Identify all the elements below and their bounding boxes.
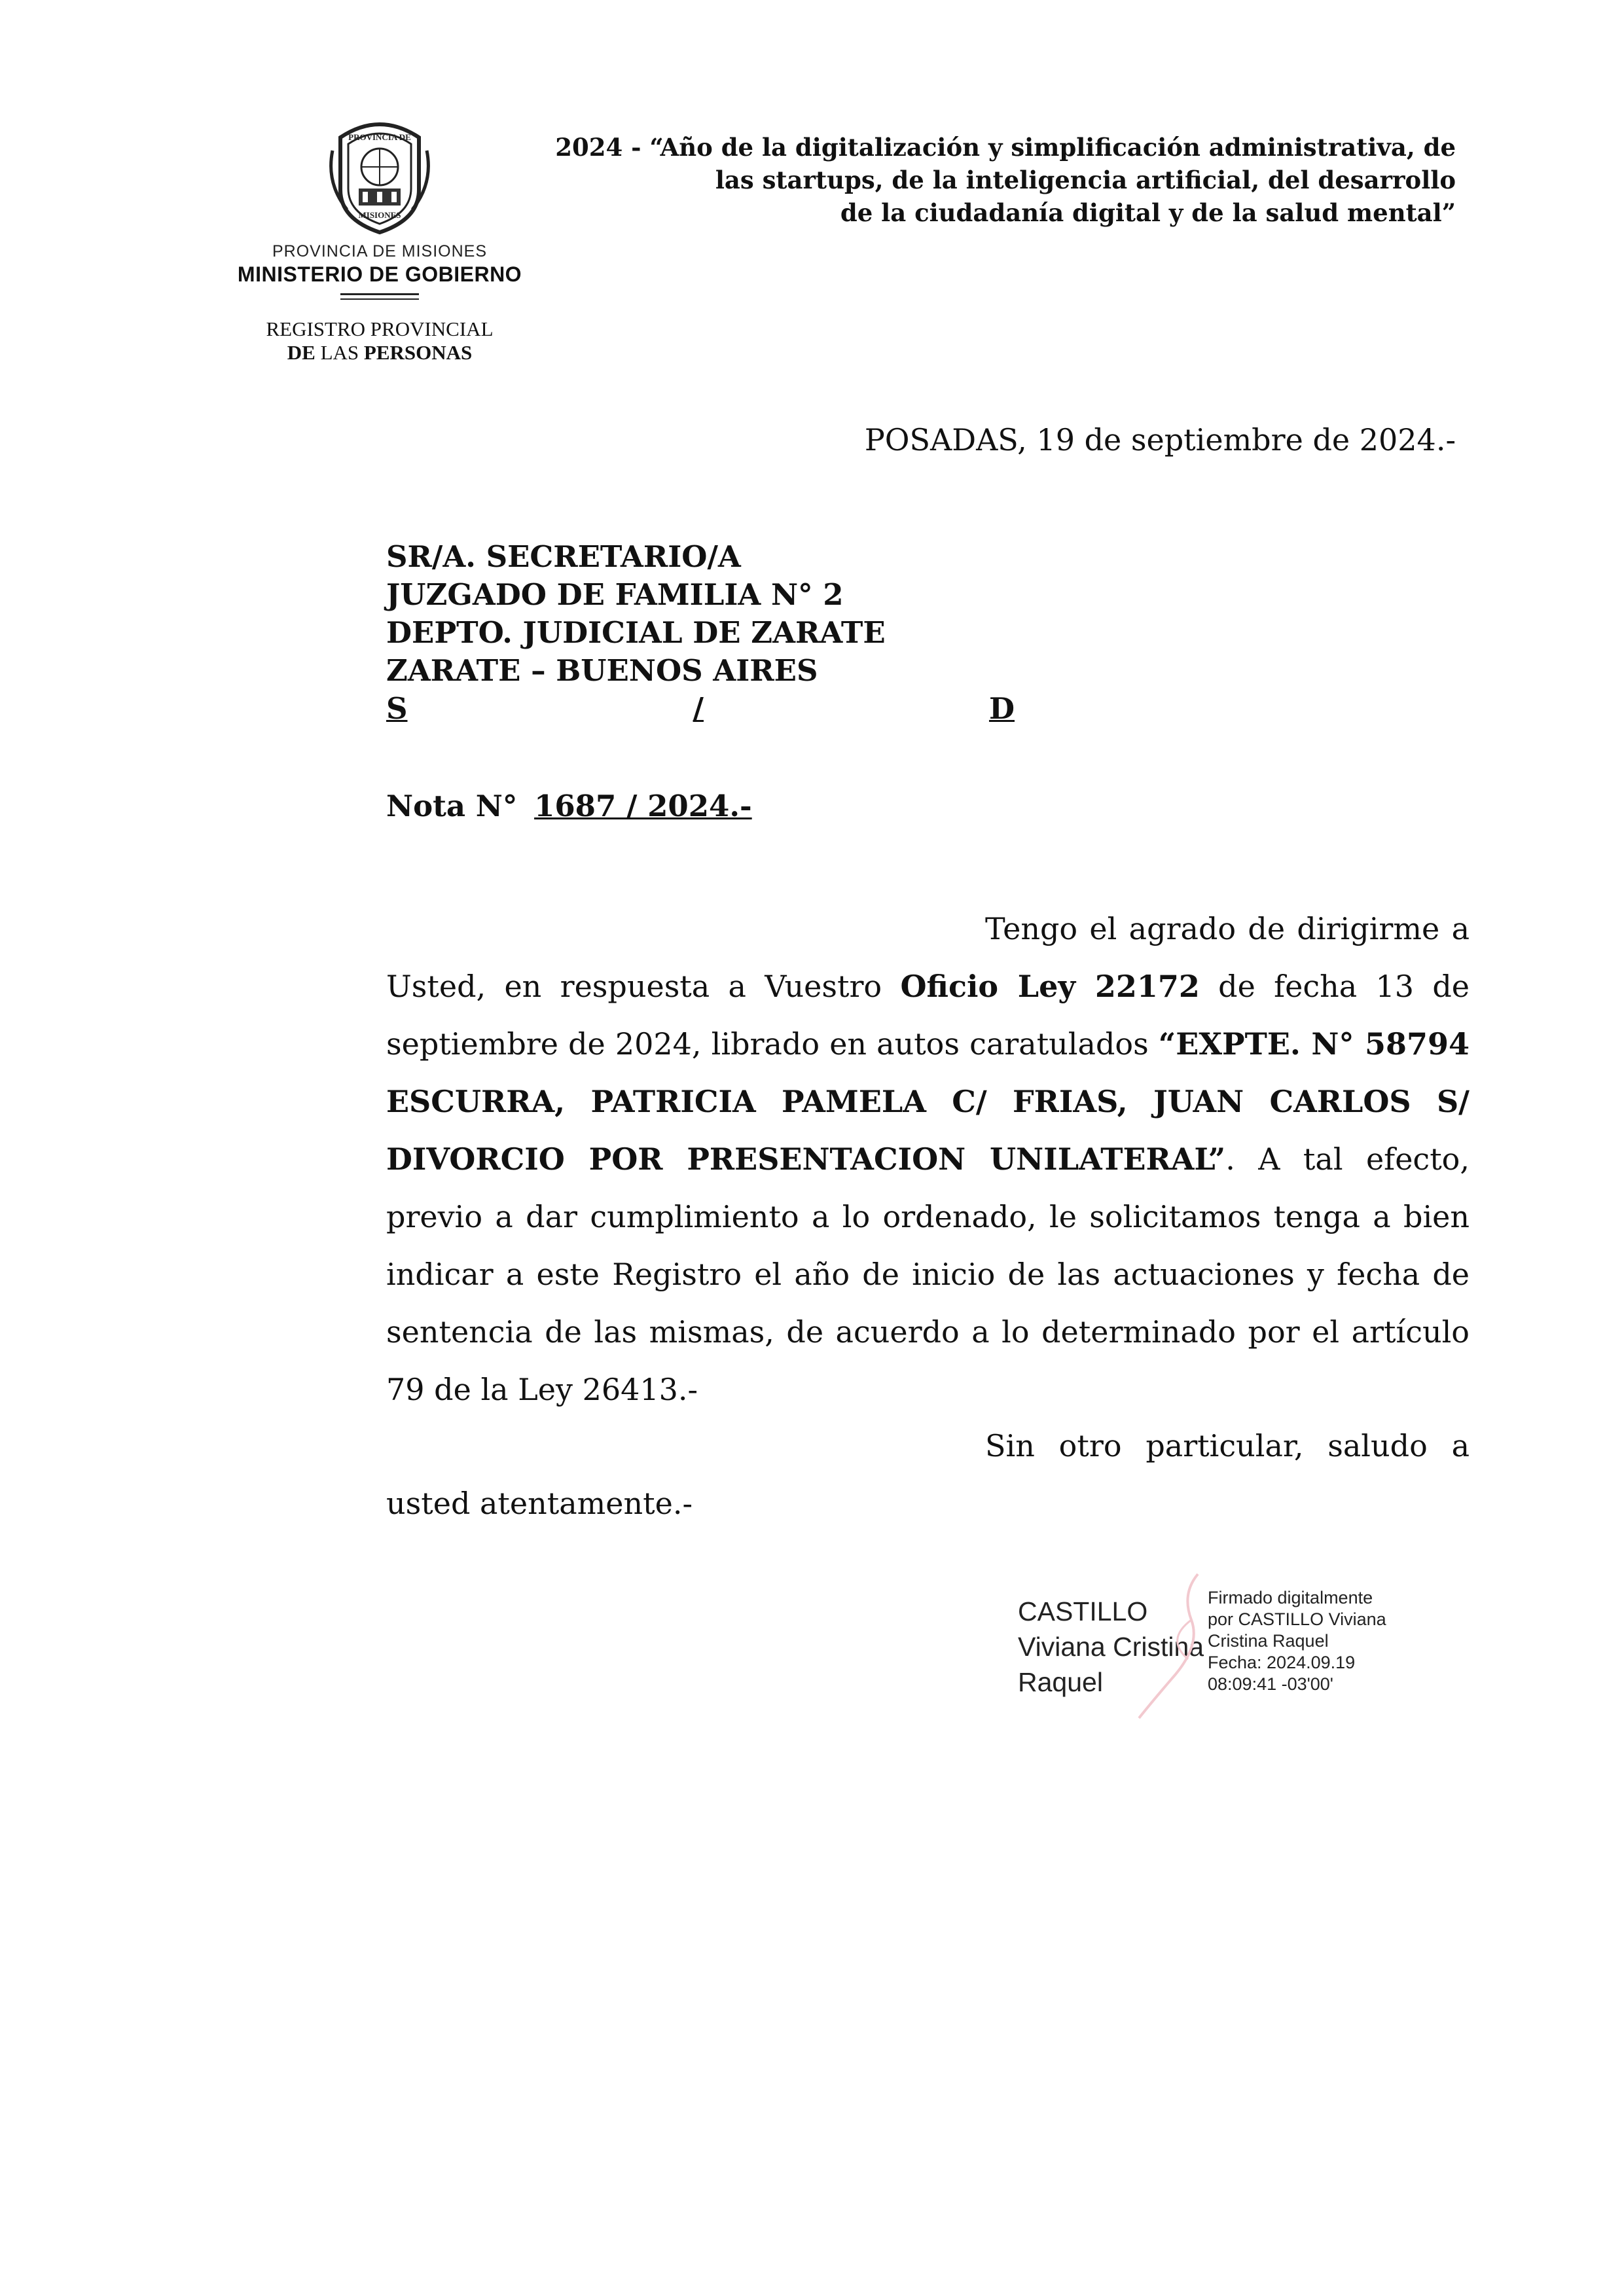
- closing-text: Sin otro particular, saludo a usted atentamente.-: [386, 1428, 1470, 1521]
- digital-signature-mark-icon: [1126, 1568, 1211, 1725]
- motto-line1: 2024 - “Año de la digitalización y simplificación administrativa, de: [555, 133, 1456, 162]
- ministry-name: MINISTERIO DE GOBIERNO: [237, 262, 522, 286]
- registry-line2: DE LAS PERSONAS: [287, 341, 473, 364]
- province-name: PROVINCIA DE MISIONES: [272, 242, 487, 260]
- oficio-reference: Oficio Ley 22172: [900, 969, 1200, 1004]
- registry-line1: REGISTRO PROVINCIAL: [266, 317, 494, 340]
- registry-name: [223, 317, 537, 365]
- addressee-line1: SR/A. SECRETARIO/A: [386, 539, 741, 574]
- body-intro: Tengo el agrado de dirigirme a Usted, en respuesta a Vuestro: [386, 911, 1470, 1004]
- sd-line: S / D: [386, 691, 1015, 726]
- letter-body: [386, 900, 1470, 1418]
- addressee-line4: ZARATE – BUENOS AIRES: [386, 653, 818, 688]
- logo-divider: [340, 293, 419, 300]
- signer-name: CASTILLO Viviana Cristina Raquel: [1018, 1596, 1204, 1697]
- addressee-line3: DEPTO. JUDICIAL DE ZARATE: [386, 615, 886, 650]
- addressee-line2: JUZGADO DE FAMILIA N° 2: [386, 577, 844, 612]
- letter-date: POSADAS, 19 de septiembre de 2024.-: [864, 422, 1456, 457]
- digital-signature-details: Firmado digitalmente por CASTILLO Viviana Cristina Raquel Fecha: 2024.09.19 08:09:41 -03'00': [1208, 1588, 1386, 1694]
- note-label: Nota N°: [386, 789, 518, 823]
- seal-bottom-text: MISIONES: [358, 210, 401, 220]
- motto-line3: de la ciudadanía digital y de la salud mental”: [840, 198, 1456, 227]
- body-request: . A tal efecto, previo a dar cumplimiento a lo ordenado, le solicitamos tenga a bien indicar a este Registro el año de inicio de las actuaciones y fecha de sentencia de las mismas, de acuerdo a lo determinado por el artículo 79 de la Ley 26413.-: [386, 1141, 1470, 1407]
- note-number: [386, 789, 752, 823]
- body-date-text: de fecha 13 de septiembre de 2024, librado en autos caratulados: [386, 969, 1470, 1062]
- letter-closing: [386, 1417, 1470, 1532]
- addressee-block: [386, 538, 1015, 728]
- note-value: 1687 / 2024.-: [534, 789, 752, 823]
- year-motto: [343, 131, 1456, 229]
- seal-top-text: PROVINCIA DE: [348, 132, 411, 142]
- motto-line2: las startups, de la inteligencia artificial, del desarrollo: [715, 166, 1456, 194]
- case-caption: “EXPTE. N° 58794 ESCURRA, PATRICIA PAMELA C/ FRIAS, JUAN CARLOS S/ DIVORCIO POR PRESENTACION UNILATERAL”: [386, 1026, 1470, 1177]
